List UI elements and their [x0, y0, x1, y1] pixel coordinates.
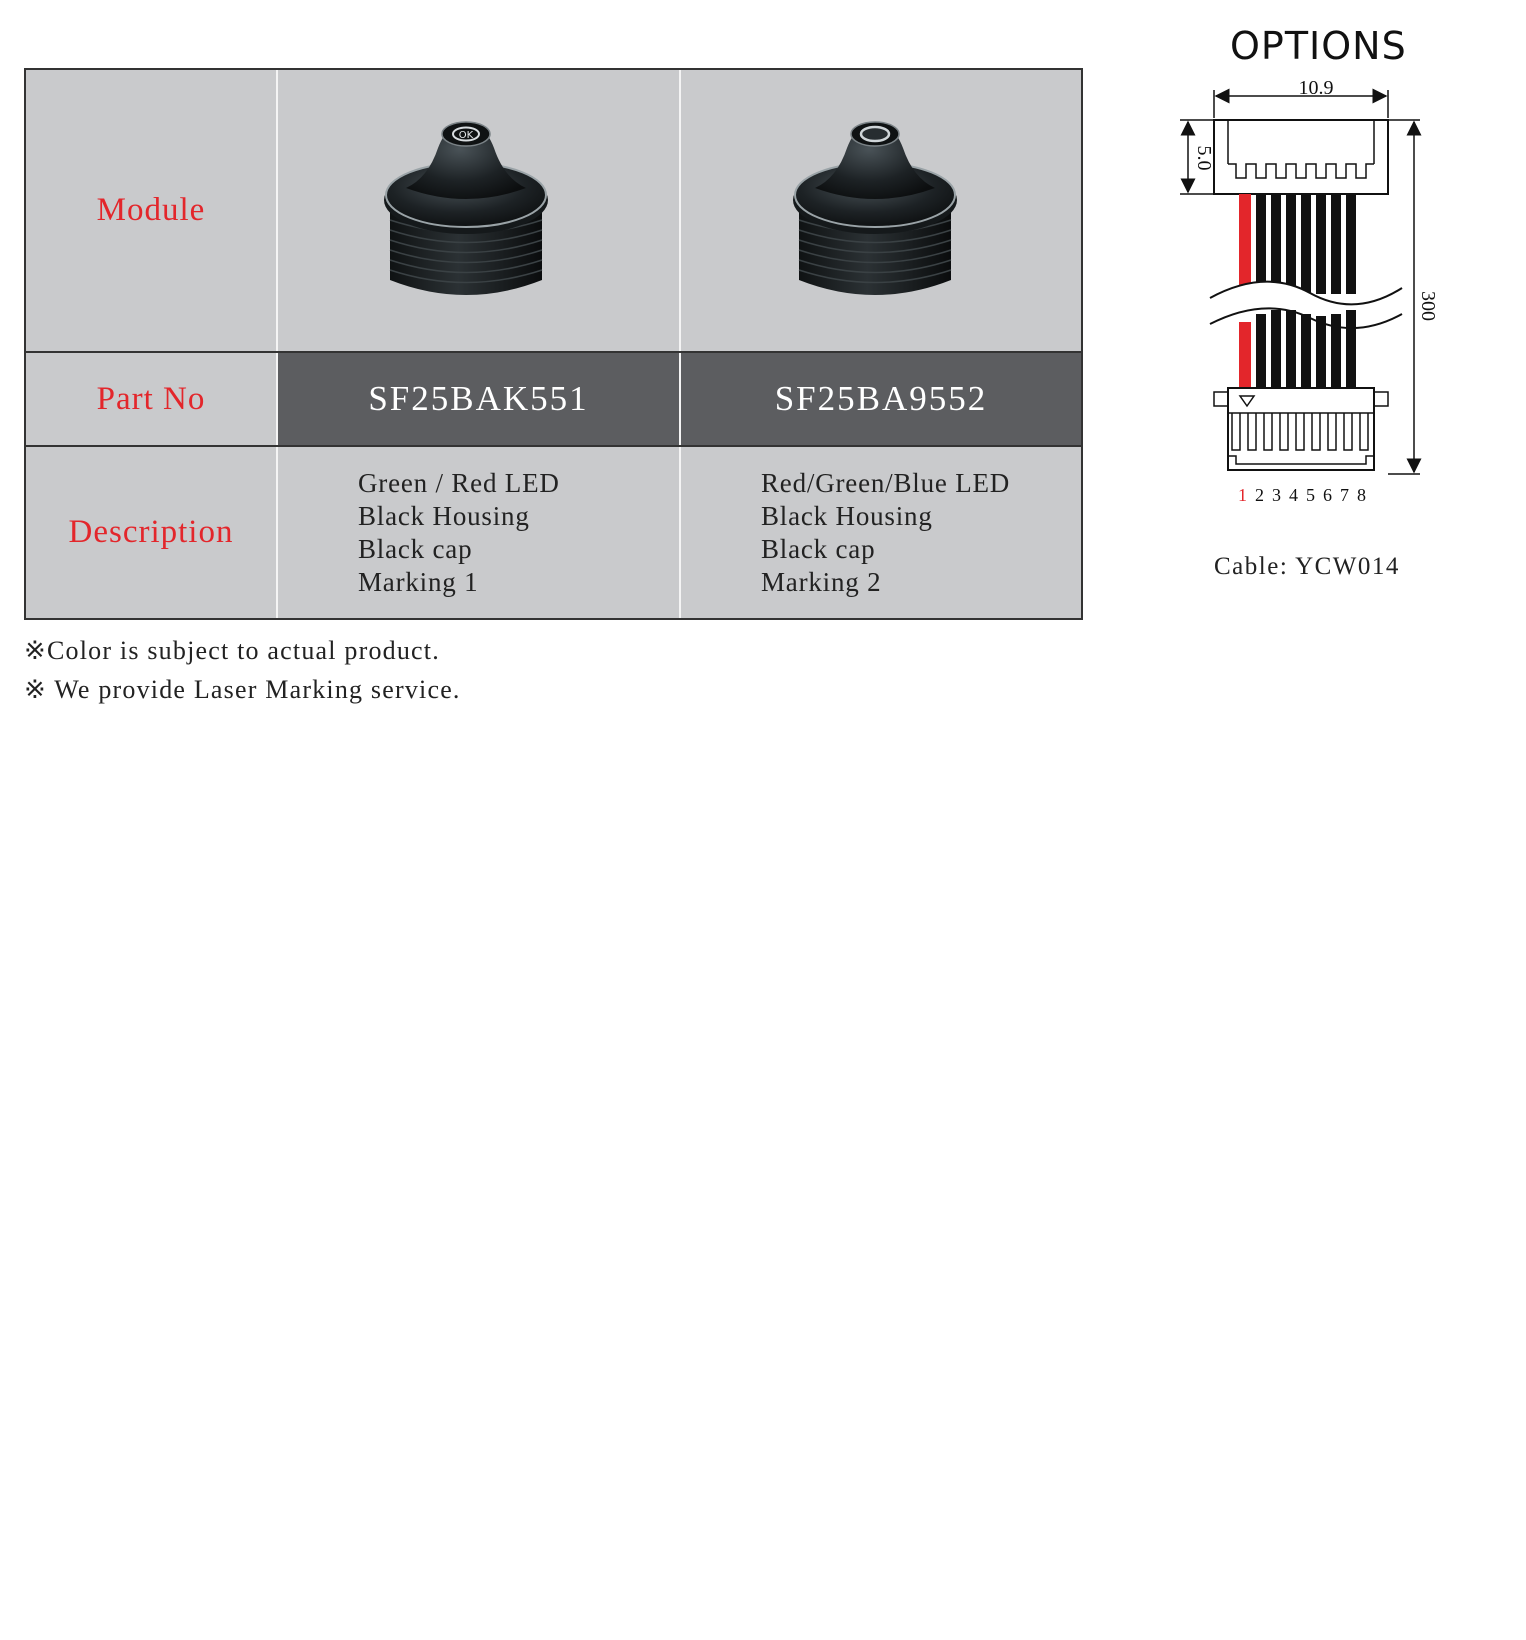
description-line: Black Housing — [358, 501, 530, 531]
description-line: Red/Green/Blue LED — [761, 468, 1011, 498]
module-label: Module — [26, 70, 276, 351]
pin-number: 7 — [1340, 485, 1349, 505]
description-line: Black Housing — [761, 501, 933, 531]
description-1 — [278, 447, 679, 618]
description-line: Marking 2 — [761, 567, 882, 597]
dimension-length: 300 — [1417, 291, 1439, 321]
pin-number: 1 — [1238, 485, 1247, 505]
description-label: Description — [26, 447, 276, 618]
part-no-row — [26, 353, 1081, 445]
pin-numbers — [1238, 485, 1366, 505]
description-row — [26, 447, 1081, 618]
description-line: Black cap — [358, 534, 473, 564]
dimension-width: 10.9 — [1298, 77, 1334, 99]
pin-number: 8 — [1357, 485, 1366, 505]
cable-caption: Cable: YCW014 — [1214, 553, 1400, 580]
cable-diagram — [1170, 77, 1439, 518]
options-title: OPTIONS — [1230, 24, 1407, 68]
dimension-height: 5.0 — [1193, 145, 1215, 171]
product-image-2 — [681, 70, 1081, 351]
pin-number: 4 — [1289, 485, 1298, 505]
description-line: Black cap — [761, 534, 876, 564]
part-no-2: SF25BA9552 — [681, 353, 1081, 445]
description-2 — [681, 447, 1081, 618]
description-line: Green / Red LED — [358, 468, 560, 498]
pin-number: 3 — [1272, 485, 1281, 505]
product-image-1 — [278, 70, 679, 351]
cap-marking-1: OK — [458, 130, 474, 141]
pin-number: 5 — [1306, 485, 1315, 505]
part-no-label: Part No — [26, 353, 276, 445]
note-laser-marking: ※ We provide Laser Marking service. — [24, 675, 461, 704]
module-row — [26, 70, 1081, 351]
pin-number: 6 — [1323, 485, 1332, 505]
spec-table — [24, 68, 1083, 620]
part-no-1: SF25BAK551 — [278, 353, 679, 445]
note-color: ※Color is subject to actual product. — [24, 636, 440, 665]
pin-number: 2 — [1255, 485, 1264, 505]
description-line: Marking 1 — [358, 567, 479, 597]
